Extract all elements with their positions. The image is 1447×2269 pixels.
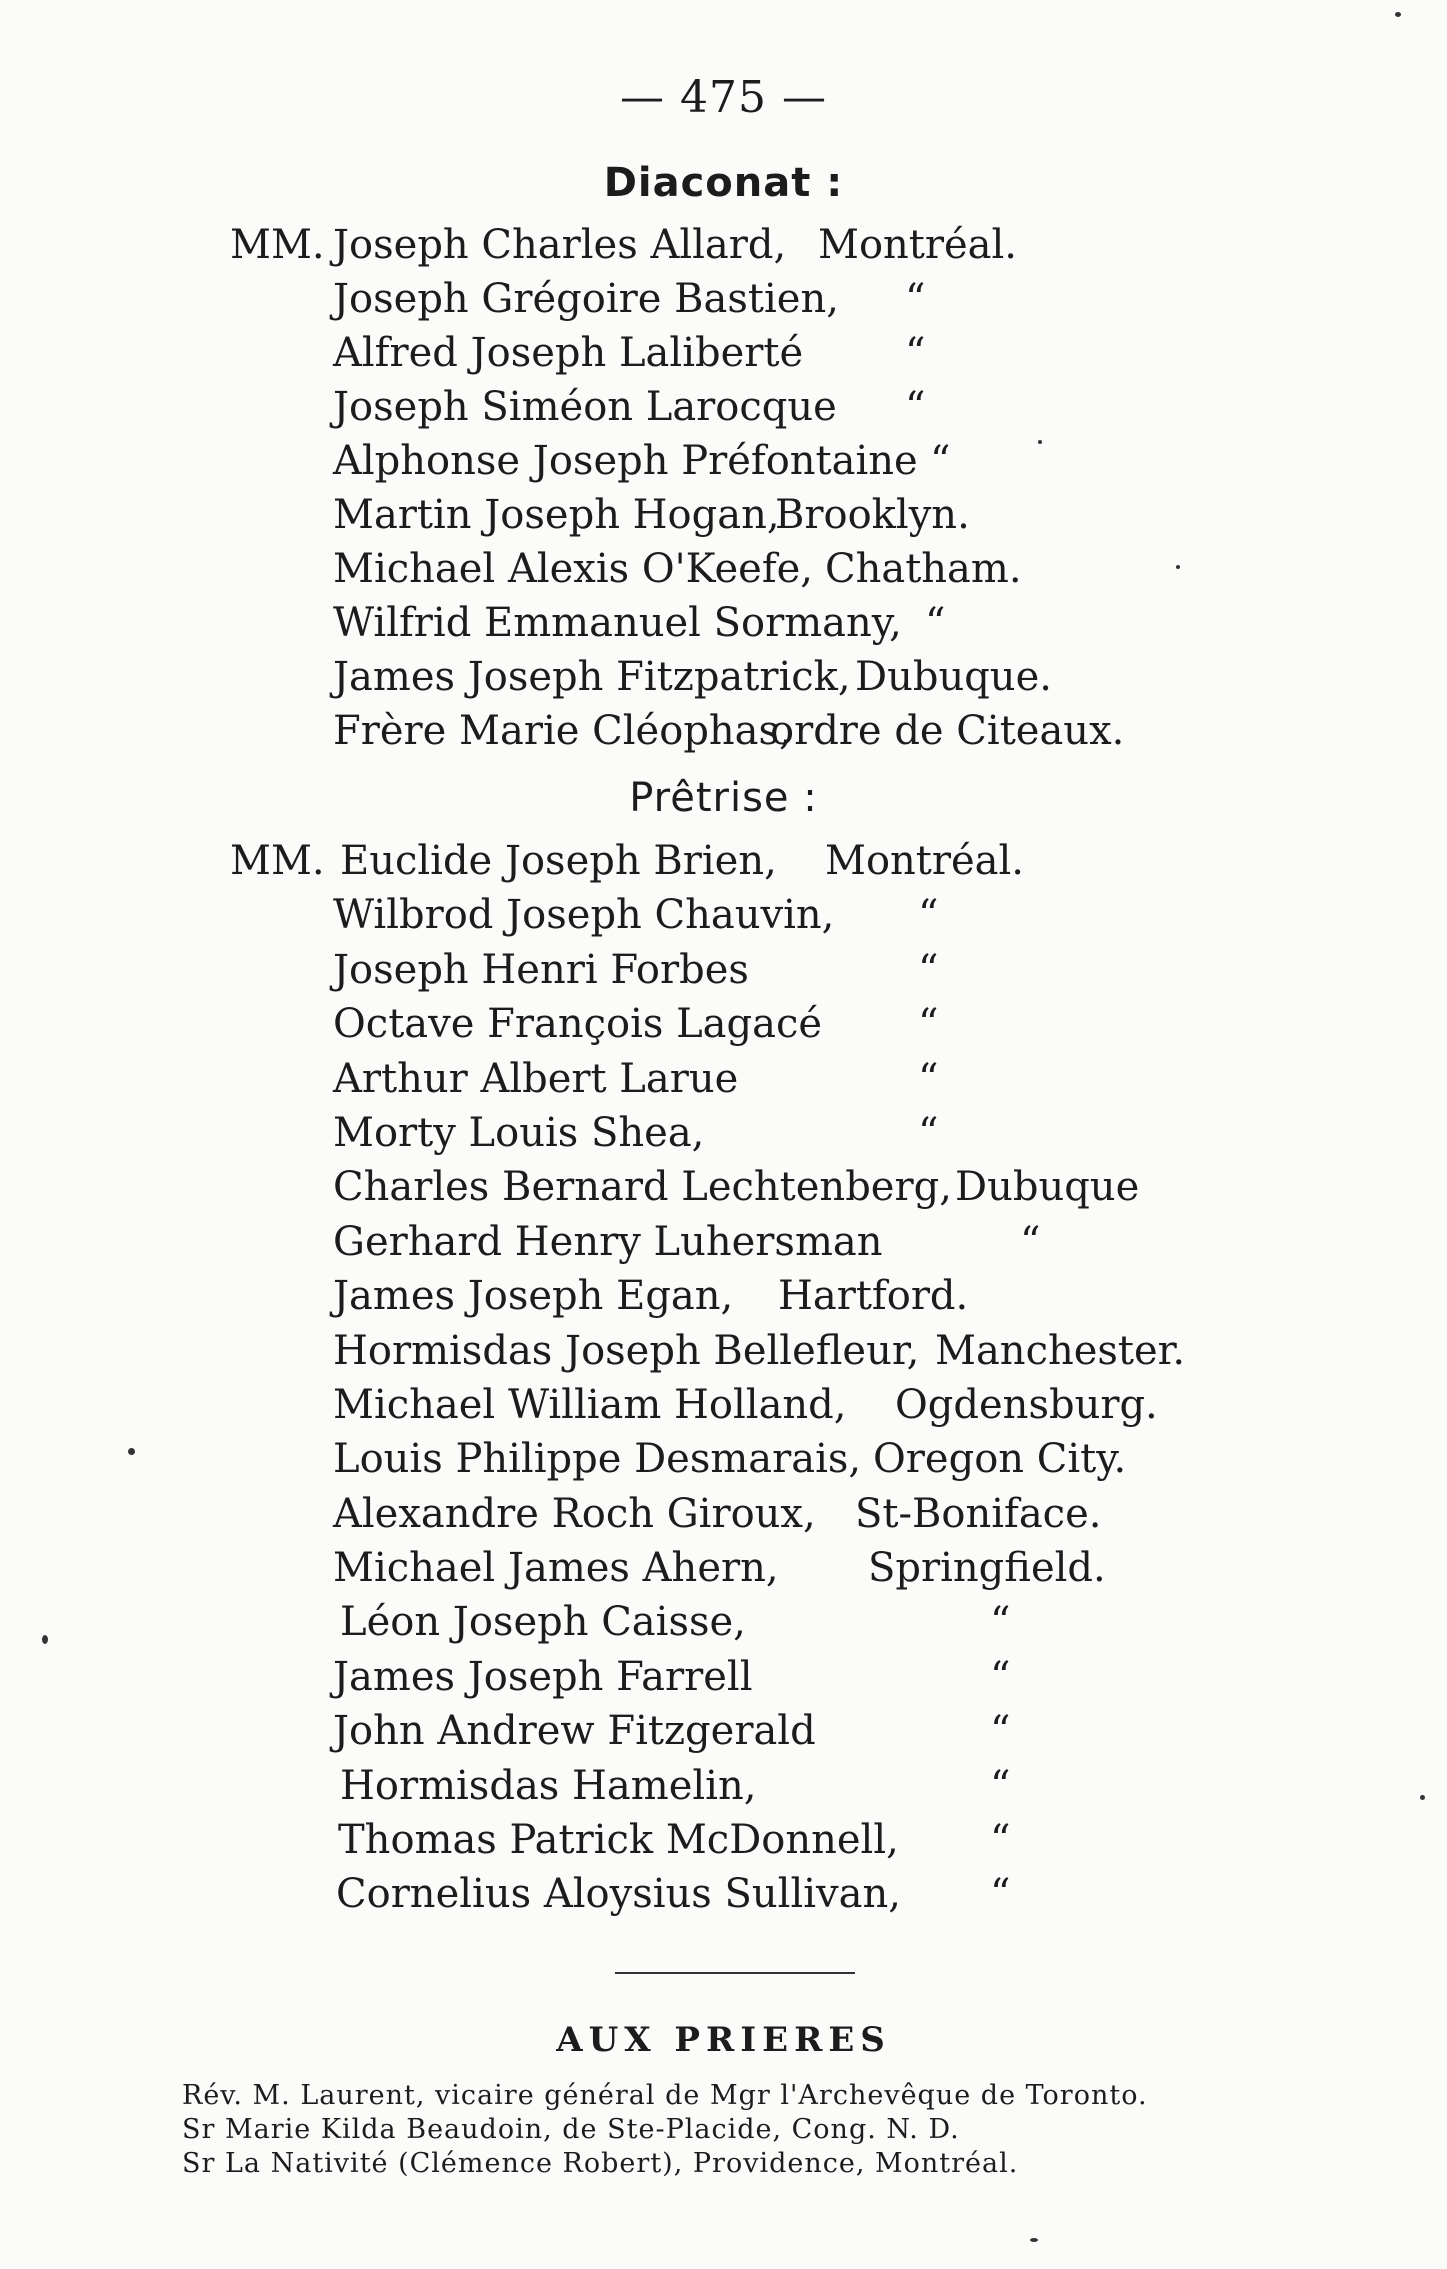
list-item xyxy=(0,438,1447,492)
entry-place: “ xyxy=(925,600,946,646)
list-item xyxy=(0,1545,1447,1599)
entry-place: Springfield. xyxy=(868,1545,1106,1592)
entry-place: “ xyxy=(905,276,926,322)
print-speck xyxy=(1038,440,1042,444)
entry-place: Oregon City. xyxy=(873,1436,1127,1483)
entry-place: Dubuque xyxy=(955,1164,1140,1211)
entry-place: “ xyxy=(918,1001,939,1048)
entry-name: James Joseph Farrell xyxy=(333,1653,753,1700)
entry-place: “ xyxy=(918,892,939,939)
entry-name: Charles Bernard Lechtenberg, xyxy=(333,1164,952,1211)
entry-place: Montréal. xyxy=(818,222,1018,268)
entry-name: Michael William Holland, xyxy=(333,1381,847,1428)
entry-name: Cornelius Aloysius Sullivan, xyxy=(336,1871,901,1918)
entry-place: “ xyxy=(990,1762,1011,1809)
entry-place: “ xyxy=(990,1817,1011,1864)
list-item xyxy=(0,947,1447,1001)
entry-place: “ xyxy=(918,1109,939,1156)
entry-name: Gerhard Henry Luhersman xyxy=(333,1218,883,1265)
print-speck xyxy=(128,1448,135,1455)
entry-place: Dubuque. xyxy=(855,654,1052,700)
list-item xyxy=(0,222,1447,276)
list-item xyxy=(0,892,1447,946)
entry-name: Thomas Patrick McDonnell, xyxy=(338,1817,899,1864)
entry-place: “ xyxy=(905,330,926,376)
list-item xyxy=(0,330,1447,384)
list-item xyxy=(0,1708,1447,1762)
section-heading-diaconat: Diaconat : xyxy=(603,160,844,206)
print-speck xyxy=(42,1635,48,1644)
entry-name: Martin Joseph Hogan, xyxy=(333,492,780,538)
entry-place: Brooklyn. xyxy=(775,492,970,538)
entry-place: “ xyxy=(905,384,926,430)
list-item xyxy=(0,1382,1447,1436)
list-item xyxy=(0,1328,1447,1382)
list-item xyxy=(0,708,1447,762)
list-item xyxy=(0,1219,1447,1273)
entry-place: Ogdensburg. xyxy=(895,1381,1158,1428)
diaconat-list xyxy=(0,222,1447,762)
entry-name: Léon Joseph Caisse, xyxy=(340,1599,746,1646)
print-speck xyxy=(1030,2238,1038,2242)
entry-name: Michael Alexis O'Keefe, xyxy=(333,546,814,592)
list-item xyxy=(0,1599,1447,1653)
prayers-heading: AUX PRIERES xyxy=(556,2020,891,2060)
entry-place: “ xyxy=(990,1599,1011,1646)
entry-place: Montréal. xyxy=(825,838,1025,884)
entry-name: Wilfrid Emmanuel Sormany, xyxy=(333,600,902,646)
entry-name: Hormisdas Hamelin, xyxy=(340,1762,757,1809)
entry-name: Octave François Lagacé xyxy=(333,1001,823,1048)
list-item xyxy=(0,1871,1447,1925)
list-item xyxy=(0,1763,1447,1817)
list-item xyxy=(0,276,1447,330)
prayer-line: Sr Marie Kilda Beaudoin, de Ste-Placide, Cong. N. D. xyxy=(182,2114,960,2145)
list-item xyxy=(0,654,1447,708)
entry-place: “ xyxy=(990,1708,1011,1755)
list-item xyxy=(0,1817,1447,1871)
page-number: — 475 — xyxy=(620,72,827,123)
entry-place: Manchester. xyxy=(935,1327,1186,1374)
entry-place: ordre de Citeaux. xyxy=(770,708,1125,754)
entry-name: Joseph Charles Allard, xyxy=(333,222,787,268)
entry-name: Euclide Joseph Brien, xyxy=(340,838,777,884)
entry-place: “ xyxy=(990,1653,1011,1700)
list-item xyxy=(0,384,1447,438)
prayer-line: Sr La Nativité (Clémence Robert), Providence, Montréal. xyxy=(182,2148,1019,2179)
honorific-prefix: MM. xyxy=(230,222,325,268)
print-speck xyxy=(1176,565,1180,569)
entry-name: Alfred Joseph Laliberté xyxy=(333,330,804,376)
entry-name: Joseph Grégoire Bastien, xyxy=(333,276,839,322)
entry-place: “ xyxy=(930,438,951,484)
entry-place: “ xyxy=(918,1055,939,1102)
entry-place: St-Boniface. xyxy=(855,1490,1102,1537)
section-divider xyxy=(615,1972,855,1974)
honorific-prefix: MM. xyxy=(230,838,325,884)
list-item xyxy=(0,1056,1447,1110)
list-item xyxy=(0,1491,1447,1545)
entry-place: “ xyxy=(1020,1218,1041,1265)
list-item xyxy=(0,1110,1447,1164)
entry-name: John Andrew Fitzgerald xyxy=(333,1708,816,1755)
entry-place: Chatham. xyxy=(825,546,1022,592)
entry-place: “ xyxy=(918,946,939,993)
entry-name: Wilbrod Joseph Chauvin, xyxy=(333,892,835,939)
print-speck xyxy=(1420,1795,1425,1800)
pretrise-list xyxy=(0,838,1447,1926)
section-heading-pretrise: Prêtrise : xyxy=(629,775,818,821)
entry-name: Alphonse Joseph Préfontaine xyxy=(333,438,918,484)
entry-name: Hormisdas Joseph Bellefleur, xyxy=(333,1327,920,1374)
list-item xyxy=(0,838,1447,892)
list-item xyxy=(0,492,1447,546)
entry-name: Alexandre Roch Giroux, xyxy=(333,1490,816,1537)
list-item xyxy=(0,546,1447,600)
list-item xyxy=(0,600,1447,654)
entry-name: James Joseph Egan, xyxy=(333,1273,734,1320)
entry-name: Louis Philippe Desmarais, xyxy=(333,1436,862,1483)
entry-name: Frère Marie Cléophas, xyxy=(333,708,792,754)
prayer-line: Rév. M. Laurent, vicaire général de Mgr l'Archevêque de Toronto. xyxy=(182,2080,1148,2111)
entry-name: Joseph Siméon Larocque xyxy=(333,384,837,430)
print-speck xyxy=(1395,12,1401,17)
entry-place: “ xyxy=(990,1871,1011,1918)
entry-place: Hartford. xyxy=(778,1273,969,1320)
list-item xyxy=(0,1273,1447,1327)
list-item xyxy=(0,1164,1447,1218)
entry-name: Arthur Albert Larue xyxy=(333,1055,739,1102)
entry-name: Michael James Ahern, xyxy=(333,1545,779,1592)
list-item xyxy=(0,1436,1447,1490)
entry-name: Morty Louis Shea, xyxy=(333,1109,705,1156)
entry-name: James Joseph Fitzpatrick, xyxy=(333,654,851,700)
list-item xyxy=(0,1001,1447,1055)
list-item xyxy=(0,1654,1447,1708)
entry-name: Joseph Henri Forbes xyxy=(333,946,749,993)
